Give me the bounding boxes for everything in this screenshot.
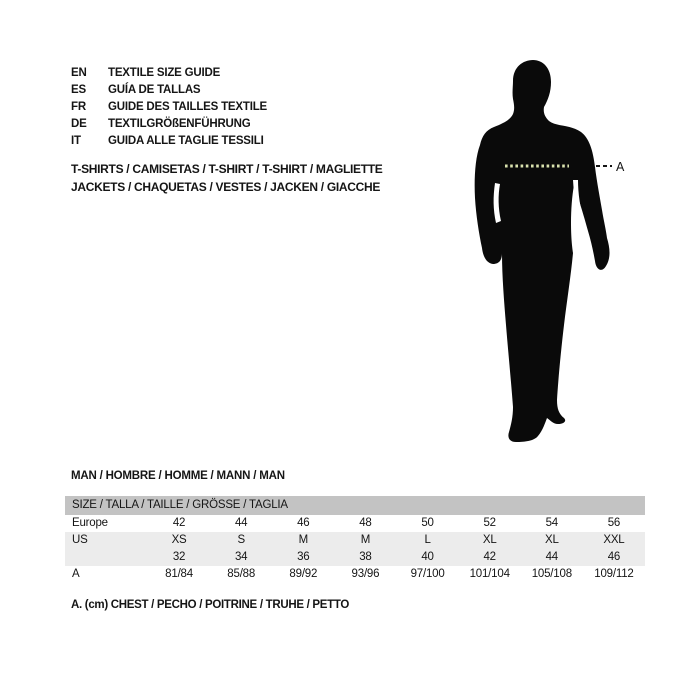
language-code: ES xyxy=(71,84,86,96)
language-row-de xyxy=(71,116,267,133)
language-code: DE xyxy=(71,118,87,130)
garment-type-tshirts: T-SHIRTS / CAMISETAS / T-SHIRT / T-SHIRT / MAGLIETTE xyxy=(71,162,383,176)
table-cell: M xyxy=(360,534,371,546)
table-cell: 42 xyxy=(172,517,186,529)
language-code: EN xyxy=(71,67,87,79)
language-label: TEXTILGRÖßENFÜHRUNG xyxy=(108,118,251,130)
size-table xyxy=(65,496,645,583)
table-cell: XL xyxy=(544,534,559,546)
man-silhouette-svg xyxy=(455,50,635,450)
table-cell: XXL xyxy=(603,534,625,546)
table-cell: 54 xyxy=(545,517,559,529)
table-cell: 50 xyxy=(421,517,434,529)
table-cell: 46 xyxy=(607,551,621,563)
language-label: GUIDE DES TAILLES TEXTILE xyxy=(108,101,267,113)
table-cell: L xyxy=(424,534,431,546)
man-silhouette xyxy=(475,60,610,442)
table-cell: 44 xyxy=(545,551,559,563)
language-row-it xyxy=(71,133,267,150)
language-list xyxy=(71,65,267,150)
table-cell: 40 xyxy=(421,551,434,563)
man-silhouette-figure xyxy=(455,50,635,450)
size-table-header: SIZE / TALLA / TAILLE / GRÖSSE / TAGLIA xyxy=(65,496,645,515)
language-code: FR xyxy=(71,101,86,113)
language-label: GUÍA DE TALLAS xyxy=(108,84,201,96)
table-cell: XL xyxy=(482,534,497,546)
table-cell: XS xyxy=(171,534,187,546)
measure-label-a: A xyxy=(616,160,625,174)
table-cell: 89/92 xyxy=(289,568,318,580)
gender-section-title: MAN / HOMBRE / HOMME / MANN / MAN xyxy=(71,470,285,482)
table-cell: 85/88 xyxy=(227,568,256,580)
table-cell: 97/100 xyxy=(410,568,445,580)
table-cell: S xyxy=(237,534,245,546)
table-cell: 93/96 xyxy=(351,568,380,580)
row-label: US xyxy=(72,534,88,546)
table-cell: 101/104 xyxy=(469,568,510,580)
language-row-fr xyxy=(71,99,267,116)
table-cell: 36 xyxy=(297,551,310,563)
language-label: TEXTILE SIZE GUIDE xyxy=(108,67,221,79)
table-cell: 56 xyxy=(607,517,621,529)
garment-type-jackets: JACKETS / CHAQUETAS / VESTES / JACKEN / GIACCHE xyxy=(71,179,381,194)
language-code: IT xyxy=(71,135,81,147)
table-row-chest-a xyxy=(65,566,645,583)
table-cell: 48 xyxy=(359,517,372,529)
row-label: A xyxy=(72,568,80,580)
table-cell: 42 xyxy=(483,551,496,563)
table-cell: 44 xyxy=(234,517,248,529)
table-row-europe xyxy=(65,515,645,532)
table-cell: 32 xyxy=(172,551,186,563)
garment-types xyxy=(71,161,383,196)
table-cell: 81/84 xyxy=(165,568,193,580)
table-cell: 34 xyxy=(234,551,248,563)
table-row-us-numeric xyxy=(65,549,645,566)
table-row-us xyxy=(65,532,645,549)
table-cell: 46 xyxy=(297,517,310,529)
measurement-footnote: A. (cm) CHEST / PECHO / POITRINE / TRUHE / PETTO xyxy=(71,599,350,611)
table-cell: M xyxy=(298,534,308,546)
table-cell: 38 xyxy=(359,551,372,563)
language-row-en xyxy=(71,65,267,82)
table-cell: 105/108 xyxy=(531,568,572,580)
language-row-es xyxy=(71,82,267,99)
row-label: Europe xyxy=(72,517,108,529)
table-cell: 109/112 xyxy=(594,568,634,580)
row-label xyxy=(65,549,148,566)
language-label: GUIDA ALLE TAGLIE TESSILI xyxy=(108,135,264,147)
table-cell: 52 xyxy=(483,517,496,529)
